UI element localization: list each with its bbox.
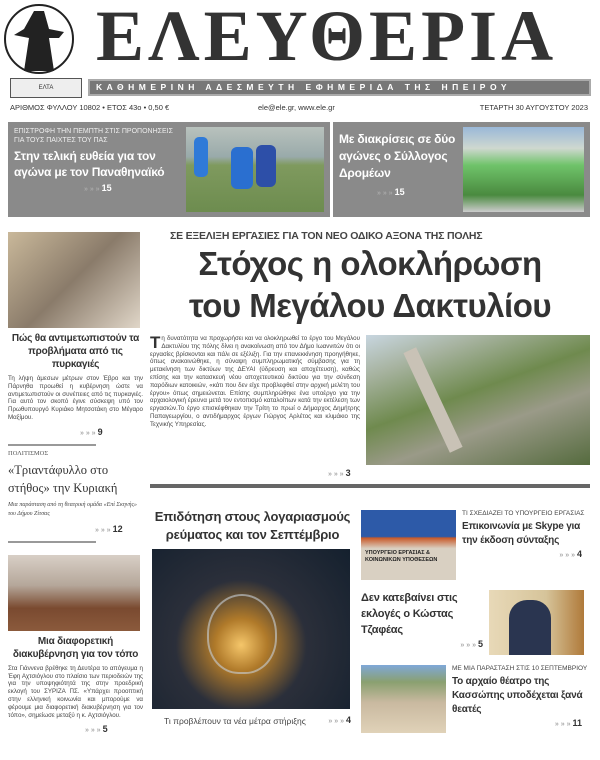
issue-date: ΤΕΤΑΡΤΗ 30 ΑΥΓΟΥΣΤΟΥ 2023 <box>479 103 588 112</box>
page-ref: » » » 4 <box>328 715 351 725</box>
culture-subtitle: Μια παράσταση από τη θεατρική ομάδα «Επί Σκηνής» του Δήμου Ζίτσας <box>8 501 137 517</box>
right-column <box>361 510 590 733</box>
governance-text: Στα Γιάννενα βρέθηκε τη Δευτέρα το απόγευμα η Έφη Αχτσιόγλου στο πλαίσιο των περιοδειών της για την υποψηφιότητά της στην προεδρική εκλογή του ΣΥΡΙΖΑ ΠΣ. «Υπάρχει προοπτική στην ελληνική κοινωνία και μπορούμε να φέρουμε μια διαφορετική διακυβέρνηση για τον τόπο», σημείωσε μεταξύ η κ. Αχτσιόγλου. <box>8 664 143 719</box>
contact-info: ele@ele.gr, www.ele.gr <box>258 103 335 112</box>
divider <box>150 484 590 488</box>
tzafeas-story <box>361 590 590 655</box>
divider <box>8 541 96 543</box>
masthead-tagline: ΚΑΘΗΜΕΡΙΝΗ ΑΔΕΣΜΕΥΤΗ ΕΦΗΜΕΡΙΔΑ ΤΗΣ ΗΠΕΙΡΟΥ <box>88 79 591 96</box>
governance-headline[interactable]: Μια διαφορετική διακυβέρνηση για τον τόπο <box>12 635 139 660</box>
fires-headline[interactable]: Πώς θα αντιμετωπιστούν τα προβλήματα από τις πυρκαγιές <box>11 333 140 370</box>
page-ref: » » » 3 <box>328 468 351 478</box>
lead-headline[interactable]: Στόχος η ολοκλήρωση του Μεγάλου Δακτυλίου <box>188 245 552 324</box>
issue-info: ΑΡΙΘΜΟΣ ΦΥΛΛΟΥ 10802 • ΕΤΟΣ 43ο • 0,50 € <box>10 103 170 112</box>
page-ref: » » » 15 <box>377 187 405 197</box>
kassope-headline[interactable]: Το αρχαίο θέατρο της Κασσώπης υποδέχεται ξανά θεατές <box>452 676 583 715</box>
left-column <box>8 232 143 737</box>
governance-photo <box>8 555 140 631</box>
kassope-theatre-photo <box>361 665 446 733</box>
labour-story <box>361 510 590 580</box>
page-ref: » » » 12 <box>95 523 123 534</box>
page-ref: » » » 11 <box>554 718 582 728</box>
stamp-text: ΕΛΤΑ <box>38 85 54 91</box>
lead-text: Τη δυνατότητα να προχωρήσει και να ολοκληρωθεί το έργο του Μεγάλου Δακτυλίου της πόλης δίνει η ανακοίνωση από τον Δήμο Ιωαννιτών ότι οι εργασίες βρίσκονται και πάλι σε εξέλιξη. Για την επανεκκίνηση προηγήθηκε, όπως ανακοινώθηκε, η σύναψη συμπληρωματικής σύμβασης για τη μετακίνηση των δικτύων της ΔΕΥΑΙ (ύδρευση και αποχέτευση), καθώς επίσης και την κατασκευή νέου αποχετευτικού δικτύου για την σύνδεση παρόδιων κατοικιών, «κάτι που δεν είχε προβλεφθεί στην αρχική μελέτη του έργου» όπως σημειώνεται. Επίσης συμπληρώθηκε ένα υποέργο για την αρχαιολογική έρευνα μετά τον εντοπισμό καταλοίπων κατά την εκτέλεση των εργασιών.Το έργο επισκέφθηκαν την Τρίτη το πρωί ο Δήμαρχος Δημήτρης Παπαγεωργίου, ο αντιδήμαρχος έργων Γιώργος Αρλέτος και κλιμάκιο της Τεχνικής Υπηρεσίας. <box>150 333 360 428</box>
page-ref: » » » 5 <box>85 724 108 735</box>
fires-meeting-photo <box>8 232 140 328</box>
lightbulb-photo <box>152 549 350 709</box>
kassope-story <box>361 665 590 733</box>
page-ref: » » » 15 <box>84 183 112 193</box>
promo-headline: Στην τελική ευθεία για τον αγώνα με τον Παναθηναϊκό <box>14 149 165 179</box>
electricity-caption: Τι προβλέπουν τα νέα μέτρα στήριξης <box>164 716 306 726</box>
page-ref: » » » 4 <box>559 549 582 559</box>
promo-kicker: ΕΠΙΣΤΡΟΦΗ ΤΗΝ ΠΕΜΠΤΗ ΣΤΙΣ ΠΡΟΠΟΝΗΣΕΙΣ ΓΙΑ ΤΟΥΣ ΠΑΙΧΤΕΣ ΤΟΥ ΠΑΣ <box>14 128 173 144</box>
culture-headline[interactable]: «Τριαντάφυλλο στο στήθος» την Κυριακή <box>8 462 118 495</box>
lead-kicker: ΣΕ ΕΞΕΛΙΞΗ ΕΡΓΑΣΙΕΣ ΓΙΑ ΤΟΝ ΝΕΟ ΟΔΙΚΟ ΑΞΟΝΑ ΤΗΣ ΠΟΛΗΣ <box>170 230 483 242</box>
divider <box>8 444 96 446</box>
culture-kicker: ΠΟΛΙΤΙΣΜΟΣ <box>8 449 49 457</box>
electricity-story <box>150 508 355 728</box>
postal-stamps <box>10 78 82 98</box>
tzafeas-photo <box>489 590 584 655</box>
masthead-title: ΕΛΕΥΘΕΡΙΑ <box>96 0 558 76</box>
labour-kicker: ΤΙ ΣΧΕΔΙΑΖΕΙ ΤΟ ΥΠΟΥΡΓΕΙΟ ΕΡΓΑΣΙΑΣ <box>462 510 585 517</box>
electricity-headline[interactable]: Επιδότηση στους λογαριασμούς ρεύματος και τον Σεπτέμβριο <box>154 509 351 542</box>
newspaper-logo <box>4 4 74 74</box>
page-ref: » » » 9 <box>80 426 103 437</box>
promo-box-football[interactable] <box>8 122 330 217</box>
promo-headline: Με διακρίσεις σε δύο αγώνες ο Σύλλογος Δρομέων <box>339 132 456 180</box>
tzafeas-headline[interactable]: Δεν κατεβαίνει στις εκλογές ο Κώστας Τζαφέας <box>361 592 458 636</box>
labour-headline[interactable]: Επικοινωνία με Skype για την έκδοση σύνταξης <box>462 521 581 546</box>
dropcap: Τ <box>150 333 161 352</box>
page-ref: » » » 5 <box>460 639 483 649</box>
justice-figure-icon <box>14 11 64 71</box>
lead-story <box>150 229 590 488</box>
labour-ministry-photo: ΥΠΟΥΡΓΕΙΟ ΕΡΓΑΣΙΑΣ & ΚΟΙΝΩΝΙΚΩΝ ΥΠΟΘΕΣΕΩΝ <box>361 510 456 580</box>
promo-box-runners[interactable] <box>333 122 590 217</box>
ring-road-aerial-photo <box>366 335 590 465</box>
kassope-kicker: ΜΕ ΜΙΑ ΠΑΡΑΣΤΑΣΗ ΣΤΙΣ 10 ΣΕΠΤΕΜΒΡΙΟΥ <box>452 665 588 672</box>
fires-text: Τη λήψη άμεσων μέτρων στον Έβρο και την Πάρνηθα προωθεί η κυβέρνηση ώστε να αντιμετωπιστούν οι συνέπειες από τις πυρκαγιές. Για αυτό τον σκοπό έγινε σύσκεψη υπό τον Πρωθυπουργό Κυριάκο Μητσοτάκη στο Μέγαρο Μαξίμου. <box>8 375 143 421</box>
runners-photo <box>463 127 584 212</box>
football-photo <box>186 127 324 212</box>
